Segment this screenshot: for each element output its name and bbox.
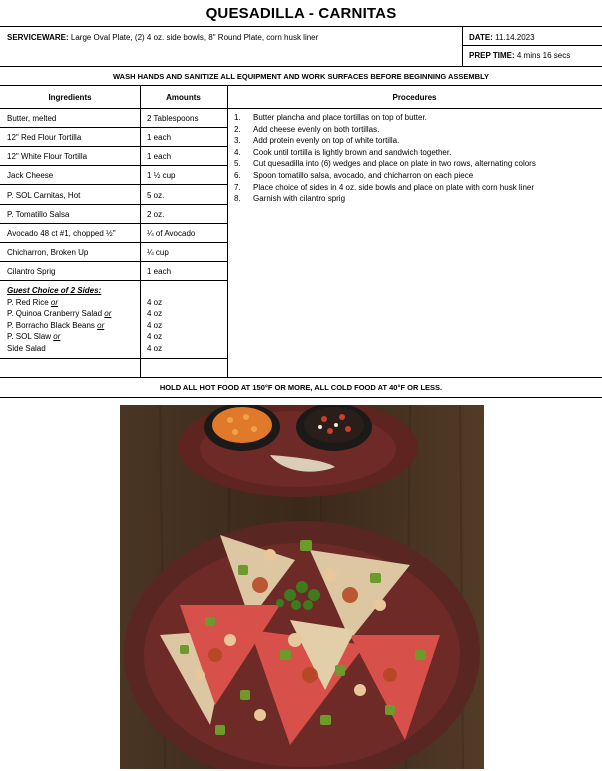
ingredient-amount: 1 each [147,133,172,142]
date-value: 11.14.2023 [495,33,535,42]
side-item: P. Red Rice or [7,297,59,307]
ingredient-amount: 1 each [147,267,172,276]
ingredient-amount: 2 oz. [147,210,165,219]
column-divider [227,86,228,377]
hold-notice: HOLD ALL HOT FOOD AT 150°F OR MORE, ALL COLD FOOD AT 40°F OR LESS. [0,378,602,398]
side-amount: 4 oz [147,309,163,319]
ingredient-amount: ¼ of Avocado [147,229,196,238]
sides-block [7,285,111,355]
side-amount: 4 oz [147,320,163,330]
ingredient-amount: ¼ cup [147,248,169,257]
recipe-table [0,86,602,378]
row-divider [0,165,227,166]
serviceware-value: Large Oval Plate, (2) 4 oz. side bowls, 8" Round Plate, corn husk liner [70,33,319,42]
dish-photo [120,405,484,769]
procedure-step: 6. Spoon tomatillo salsa, avocado, and chicharron on each piece [234,170,474,180]
prep-time-label: PREP TIME: [469,51,515,60]
row-divider [0,280,227,281]
ingredient-name: Avocado 48 ct #1, chopped ½" [7,229,116,238]
serviceware-label: SERVICEWARE: [7,33,69,42]
row-divider [0,127,227,128]
ingredient-name: Jack Cheese [7,171,54,180]
side-item: P. Quinoa Cranberry Salad or [7,309,112,319]
procedures-header: Procedures [392,92,437,102]
row-divider [0,242,227,243]
ingredient-name: Chicharron, Broken Up [7,248,89,257]
ingredient-amount: 1 ½ cup [147,171,176,180]
ingredient-amount: 2 Tablespoons [147,114,199,123]
procedure-step: 3. Add protein evenly on top of white tortilla. [234,136,400,146]
date-field [463,27,602,46]
row-divider [0,146,227,147]
side-amount: 4 oz [147,343,163,353]
ingredient-name: Cilantro Sprig [7,267,56,276]
wash-notice: WASH HANDS AND SANITIZE ALL EQUIPMENT AND WORK SURFACES BEFORE BEGINNING ASSEMBLY [0,67,602,86]
service-info-row [0,27,602,67]
side-item: P. Borracho Black Beans or [7,320,105,330]
side-amount: 4 oz [147,332,163,342]
row-divider [0,223,227,224]
header-divider [0,108,602,109]
procedure-step: 5. Cut quesadilla into (6) wedges and place on plate in two rows, alternating colors [234,159,536,169]
side-amount: 4 oz [147,297,163,307]
row-divider [0,358,227,359]
side-item: P. SOL Slaw or [7,332,61,342]
sides-amounts [147,297,162,355]
procedure-step: 2. Add cheese evenly on both tortillas. [234,124,380,134]
prep-time-value: 4 mins 16 secs [516,51,571,60]
procedure-step: 7. Place choice of sides in 4 oz. side bowls and place on plate with corn husk liner [234,182,535,192]
date-prep-cell [463,27,602,67]
ingredient-name: P. SOL Carnitas, Hot [7,191,81,200]
ingredient-name: 12" Red Flour Tortilla [7,133,82,142]
procedures-list [234,112,536,205]
ingredient-name: 12" White Flour Tortilla [7,152,88,161]
ingredients-header: Ingredients [48,92,92,102]
row-divider [0,204,227,205]
prep-time-field [463,46,602,60]
ingredient-name: Butter, melted [7,114,57,123]
ingredient-amount: 1 each [147,152,172,161]
serviceware-cell [0,27,463,67]
amounts-header: Amounts [166,92,201,102]
date-label: DATE: [469,33,493,42]
row-divider [0,261,227,262]
recipe-title: QUESADILLA - CARNITAS [0,0,602,27]
procedure-step: 4. Cook until tortilla is lightly brown and sandwich together. [234,147,452,157]
side-item: Side Salad [7,343,46,353]
ingredient-amount: 5 oz. [147,191,165,200]
row-divider [0,184,227,185]
column-divider [140,86,141,377]
procedure-step: 1. Butter plancha and place tortillas on top of butter. [234,113,427,122]
ingredient-name: P. Tomatillo Salsa [7,210,70,219]
sides-heading: Guest Choice of 2 Sides: [7,286,102,295]
procedure-step: 8. Garnish with cilantro sprig [234,194,346,204]
